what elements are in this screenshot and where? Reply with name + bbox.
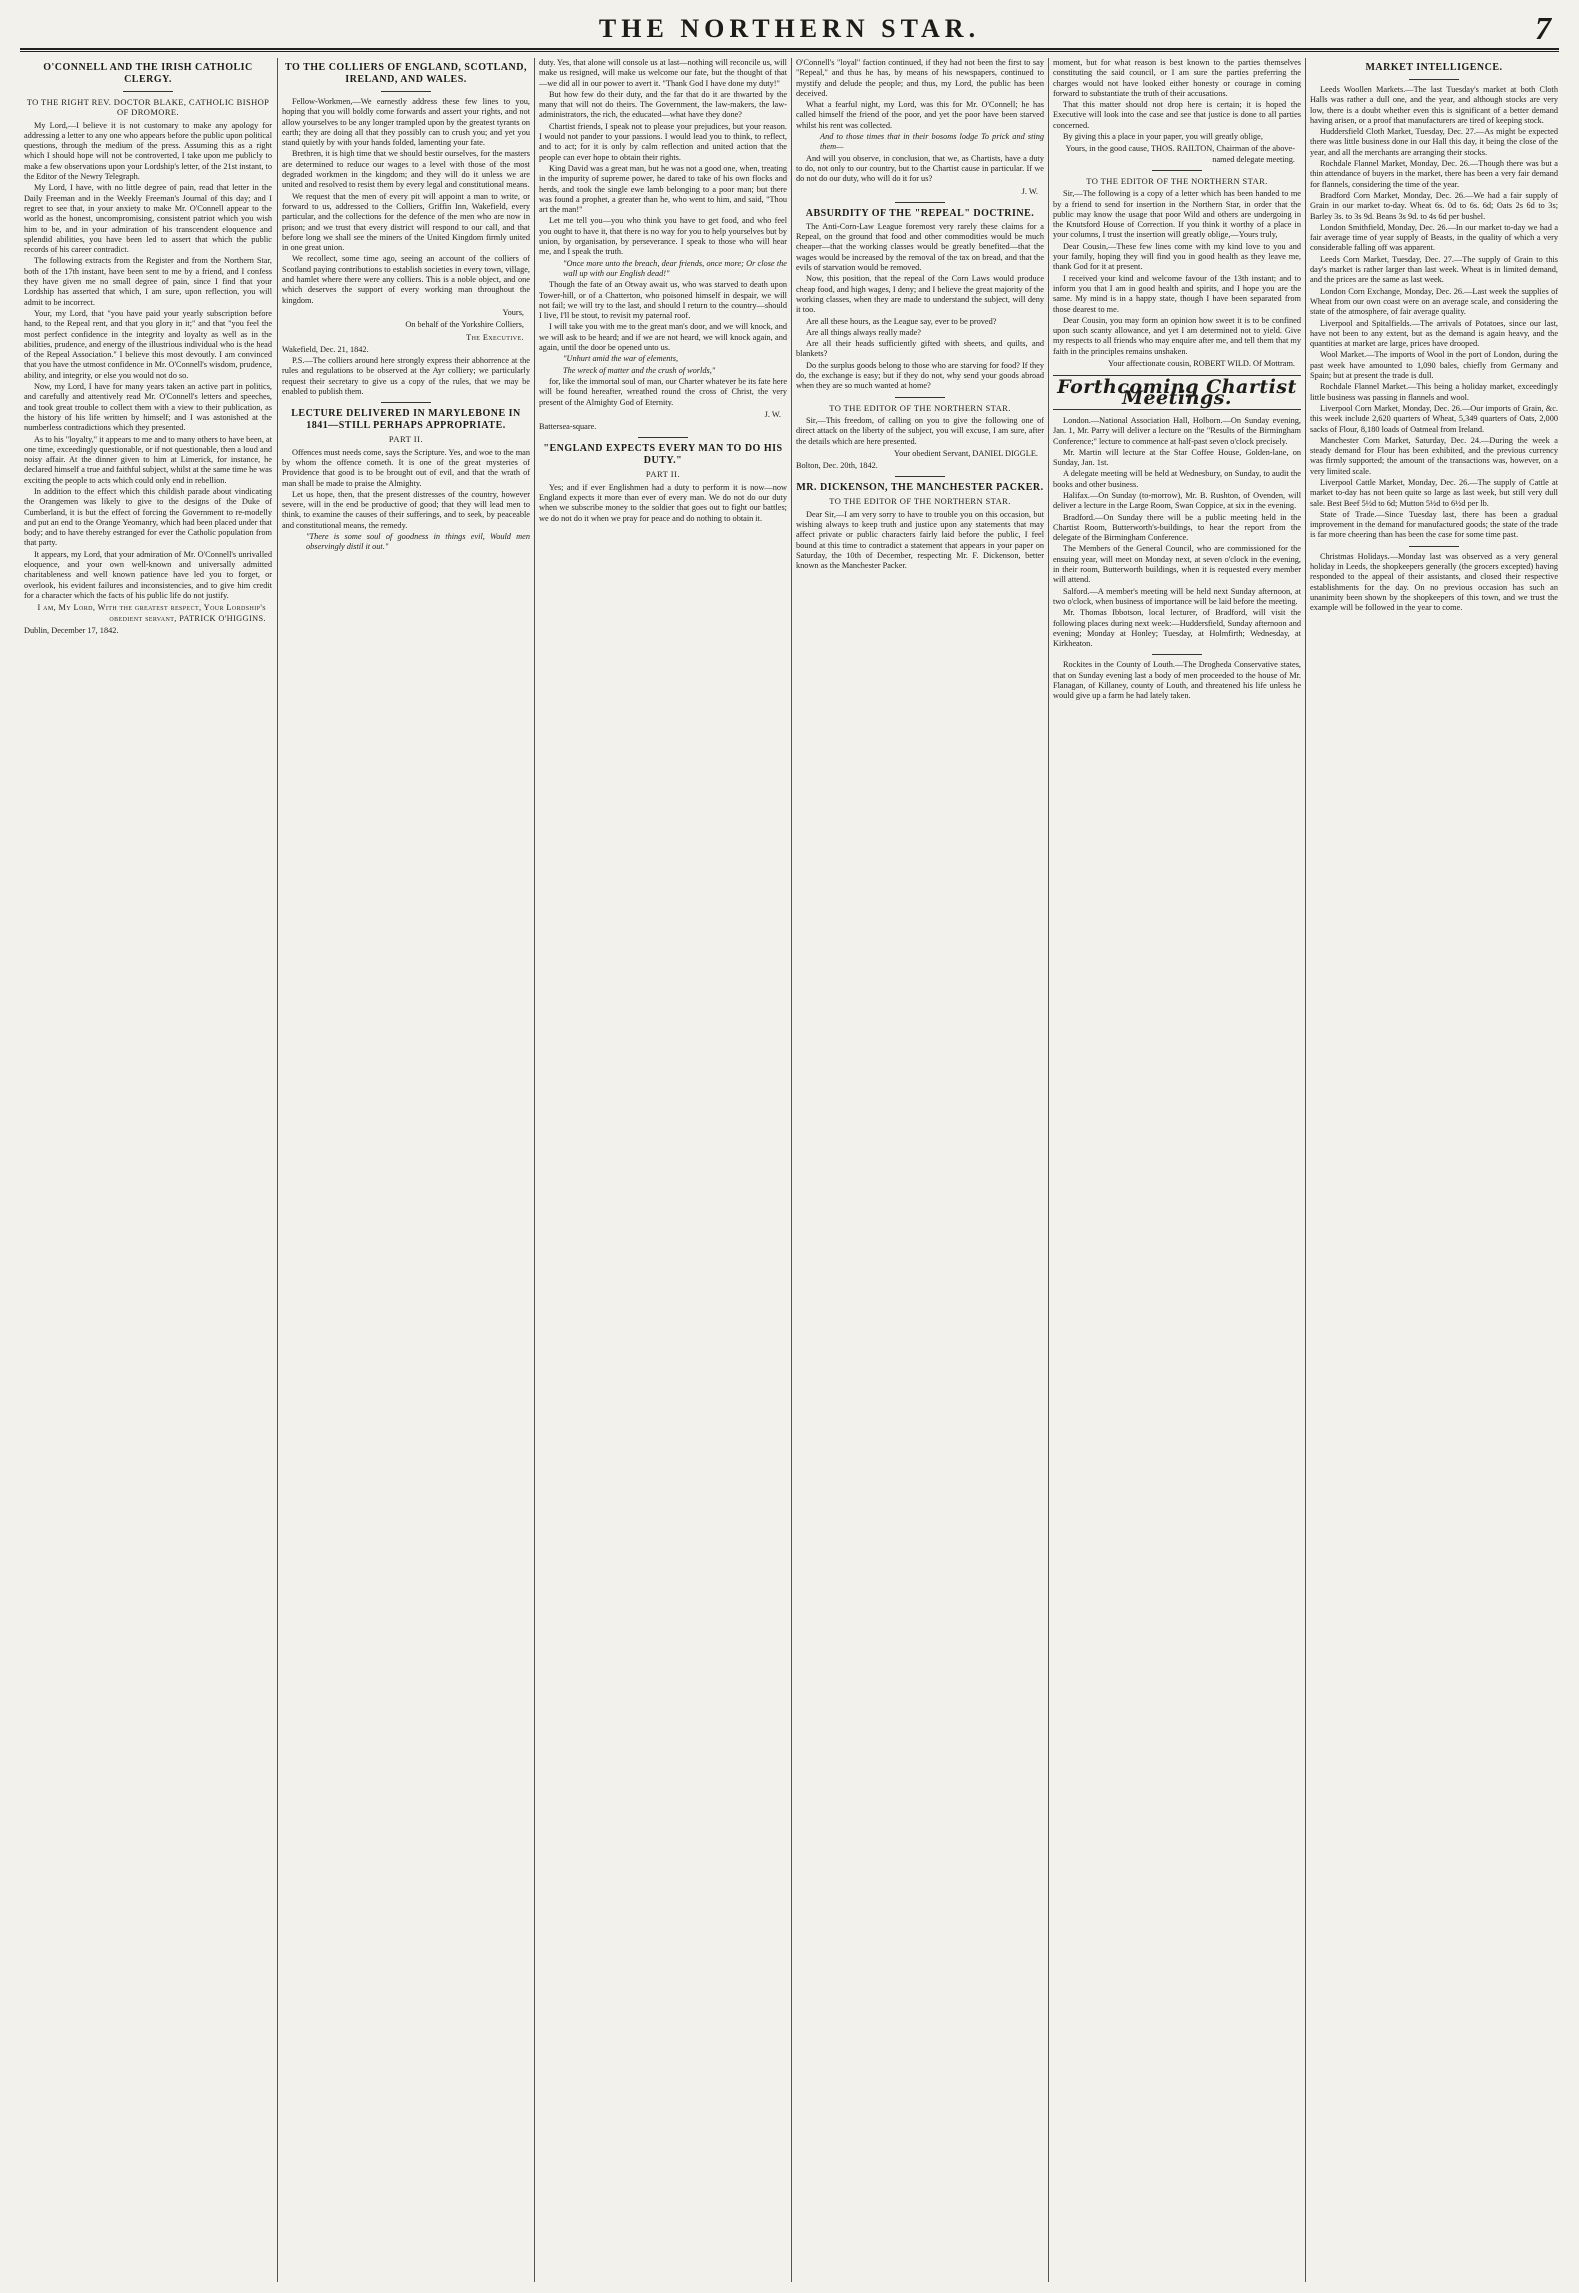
- column-1: [24, 58, 272, 2282]
- market-report: Bradford Corn Market, Monday, Dec. 26.—We had a fair supply of Grain in our market to-day. Wheat 6s. 0d to 6s. 6d; Oats 2s 6d to 3s; Barley 3s. to 3s 9d. Beans 3s 9d. to 4s 6d per bushel.: [1310, 190, 1558, 221]
- paragraph: Brethren, it is high time that we should bestir ourselves, for the masters are determined to reduce our wages to a level with those of the most degraded workmen in the kingdom; and they will do it unless we are united and resolved to resist them by every legal and constitutional means.: [282, 149, 530, 190]
- column-2: [282, 58, 530, 2282]
- paragraph: Yes; and if ever Englishmen had a duty to perform it is now—now England expects it more than ever of every man. We do not do our duty when we subscribe money to the soldier that goes out to fight our battles; we do not do it when we pray for peace and do nothing to obtain it.: [539, 482, 787, 523]
- paragraph: That this matter should not drop here is certain; it is hoped the Executive will look into the case and see that justice is done to all parties concerned.: [1053, 100, 1301, 130]
- market-report: Liverpool and Spitalfields.—The arrivals of Potatoes, since our last, have not been to any extent, but as the demand is again heavy, and the quantities at market are large, prices have drooped.: [1310, 318, 1558, 349]
- paragraph: Are all things always really made?: [806, 327, 921, 337]
- divider: [1152, 654, 1202, 655]
- meeting-notice: A delegate meeting will be held at Wednesbury, on Sunday, to audit the books and other business.: [1053, 469, 1301, 489]
- divider: [1409, 79, 1459, 80]
- meeting-notice: Mr. Martin will lecture at the Star Coffee House, Golden-lane, on Sunday, Jan. 1st.: [1053, 447, 1301, 468]
- article-subheading: PART II.: [645, 469, 681, 480]
- page-number: 7: [1535, 10, 1551, 46]
- signature: Your obedient Servant, DANIEL DIGGLE.: [893, 448, 1038, 458]
- letter-heading: TO THE EDITOR OF THE NORTHERN STAR.: [829, 402, 1011, 413]
- paragraph: It appears, my Lord, that your admiration of Mr. O'Connell's unrivalled eloquence, and your own well-known and universally admitted charitableness and well known patience have led you to forget, or overlook, his evident failures and inconsistencies, and to give him credit for a character which the facts of his public life do not justify.: [24, 549, 272, 600]
- meeting-notice: Salford.—A member's meeting will be held next Sunday afternoon, at two o'clock, when business of importance will be laid before the meeting.: [1053, 586, 1301, 606]
- paragraph: Are all these hours, as the League say, ever to be proved?: [806, 316, 997, 326]
- signature: J. W.: [1021, 186, 1038, 196]
- column-rule: [534, 58, 535, 2282]
- market-report: Rochdale Flannel Market, Monday, Dec. 26.—Though there was but a thin attendance of buyers in the market, there has been a very fair demand for flannels, considering the time of the year.: [1310, 159, 1558, 189]
- dateline: Battersea-square.: [539, 422, 597, 432]
- paragraph: I will take you with me to the great man's door, and we will knock, and we will ask to be heard; and if we are not heard, we will knock again, and again, until the door be opened unto us.: [539, 322, 787, 353]
- paragraph: Rockites in the County of Louth.—The Drogheda Conservative states, that on Sunday evening last a body of men proceeded to the house of Mr. Flanagan, of Killaney, county of Louth, and threatened his life unless he would give up a farm he had lately taken.: [1053, 660, 1301, 701]
- dateline: Bolton, Dec. 20th, 1842.: [796, 461, 878, 471]
- masthead: [20, 10, 1559, 46]
- paragraph: for, like the immortal soul of man, our Charter whatever be its fate here will be found hereafter, wreathed round the cross of Christ, the very present of the Almighty God of Eternity.: [539, 376, 787, 407]
- market-report: Liverpool Cattle Market, Monday, Dec. 26.—The supply of Cattle at market to-day has not been quite so large as last week, but still very dull sale. Best Beef 5½d to 6d; Mutton 5½d to 6½d per lb.: [1310, 477, 1558, 508]
- quotation: "Once more unto the breach, dear friends, once more; Or close the wall up with our English dead!": [563, 258, 787, 278]
- paragraph: Let me tell you—you who think you have to get food, and who feel you ought to have it, that there is no way for you to help yourselves but by union, by organisation, by perseverance. I speak to those who will hear me, and I speak the truth.: [539, 216, 787, 257]
- signature: I am, My Lord, With the greatest respect, Your Lordship's obedient servant, PATRICK O'HIGGINS.: [37, 603, 266, 623]
- paragraph: My Lord, I have, with no little degree of pain, read that letter in the Daily Freeman and in the Weekly Freeman's Journal of this day; and I regret to see that, in your anxiety to make Mr. O'Connell appear to the world as the honest, uncompromising, consistent patriot which you wish him to be, and in your admiration of his transcendent eloquence and splendid abilities, you have been led to assert that which the public records of his career contradict.: [24, 183, 272, 255]
- verse-line: The wreck of matter and the crush of worlds,": [563, 365, 716, 375]
- dateline: Dublin, December 17, 1842.: [24, 625, 119, 635]
- paragraph: My Lord,—I believe it is not customary to make any apology for addressing a letter to any one who appears before the public upon political questions, through the medium of the press. Assuming this as a right which I should hope will not be controverted, I take upon me publicly to make a few observations upon your Lordship's letter, of the 21st instant, to the Editor of the Newry Telegraph.: [24, 120, 272, 182]
- market-report: London Corn Exchange, Monday, Dec. 26.—Last week the supplies of Wheat from our own coast were on an average scale, and considering the state of the atmosphere, of fair average quality.: [1310, 286, 1558, 317]
- divider: [895, 202, 945, 203]
- quotation: And to those times that in their bosoms lodge To prick and sting them—: [820, 132, 1044, 152]
- column-3: [539, 58, 787, 2282]
- column-4: [796, 58, 1044, 2282]
- dateline: Wakefield, Dec. 21, 1842.: [282, 344, 369, 354]
- paragraph: Chartist friends, I speak not to please your prejudices, but your reason. I would not pander to your passions. I would lead you to think, to reflect, and to act; for it is only by calm reflection and united action that the people can ever hope to obtain their rights.: [539, 121, 787, 162]
- article-subheading: TO THE EDITOR OF THE NORTHERN STAR.: [829, 496, 1011, 507]
- article-heading: TO THE COLLIERS OF ENGLAND, SCOTLAND, IRELAND, AND WALES.: [285, 62, 527, 85]
- paragraph: Your, my Lord, that "you have paid your yearly subscription before hand, to the Repeal rent, and that you glory in it;" and that "you feel the most perfect confidence in the integrity and loyalty as well as in the abilities, prudence, and energy of the illustrious individual who is the head of the Repeal Association." I believe this most devoutly. I am convinced that you have the utmost confidence in Mr. O'Connell's wisdom, prudence, ability, and integrity, or else you would not do so.: [24, 308, 272, 380]
- article-heading: LECTURE DELIVERED IN MARYLEBONE IN 1841—STILL PERHAPS APPROPRIATE.: [291, 408, 521, 432]
- signature: J. W.: [764, 409, 781, 419]
- divider: [895, 476, 945, 477]
- letter-heading: TO THE EDITOR OF THE NORTHERN STAR.: [1086, 175, 1268, 186]
- paragraph: As to his "loyalty," it appears to me and to many others to have been, at one time, exceedingly questionable, or if not questionable, then a loud and noisy affair. At the dinner given to him at Limerick, for instance, he declared himself a true and faithful subject, whilst at the same time he was exciting the people to acts which could only end in rebellion.: [24, 434, 272, 485]
- paragraph: But how few do their duty, and the far that do it are thwarted by the many that will not do theirs. The Government, the law-makers, the law-administrators, the rich, the educated—what have they done?: [539, 89, 787, 120]
- paragraph: And will you observe, in conclusion, that we, as Chartists, have a duty to do, not only to our country, but to the Chartist cause in particular. If we do not do our duty, who will do it for us?: [796, 153, 1044, 184]
- paragraph: We recollect, some time ago, seeing an account of the colliers of Scotland paying contributions to establish societies in every town, village, and hamlet where there were any colliers. This is a noble object, and one which deserves the support of every working man throughout the kingdom.: [282, 254, 530, 305]
- article-heading: ABSURDITY OF THE "REPEAL" DOCTRINE.: [805, 207, 1035, 219]
- signature: Your affectionate cousin, ROBERT WILD. Of Mottram.: [1108, 359, 1295, 369]
- signature-line: Yours,: [502, 307, 524, 317]
- paragraph: By giving this a place in your paper, you will greatly oblige,: [1063, 132, 1263, 142]
- newspaper-title: THE NORTHERN STAR.: [598, 14, 981, 43]
- market-report: London Smithfield, Monday, Dec. 26.—In our market to-day we had a fair average time of year supply of Beasts, in the quality of which a very considerable falling off was apparent.: [1310, 222, 1558, 253]
- section-heading: Forthcoming Chartist Meetings.: [1057, 376, 1297, 409]
- column-6: [1310, 58, 1558, 2282]
- paragraph: We request that the men of every pit will appoint a man to write, or forward to us, addressed to the Colliers, Griffin Inn, Wakefield, every particular, and the collections for the defence of the men who are now in prison; and we trust that every district will respond to our call, and that before long we shall see the miners of the United Kingdom firmly united in one great union.: [282, 191, 530, 253]
- article-heading: "ENGLAND EXPECTS EVERY MAN TO DO HIS DUTY.": [543, 443, 783, 467]
- column-rule: [1305, 58, 1306, 2282]
- paragraph: Christmas Holidays.—Monday last was observed as a very general holiday in Leeds, the shopkeepers generally (the grocers excepted) having responded to the appeal of their assistants, and closed their respective establishments for the day. On no previous occasion has such an unanimity been shown by the shopkeepers of this town, and we trust the example will be followed in the year to come.: [1310, 551, 1558, 613]
- market-report: State of Trade.—Since Tuesday last, there has been a gradual improvement in the demand for manufactured goods; the state of the trade is far more cheering than has been the case for some time past.: [1310, 509, 1558, 540]
- paragraph: Now, my Lord, I have for many years taken an active part in politics, and carefully and attentively read Mr. O'Connell's letters and speeches, and took great trouble to collect them with a view to their publication, as the history of his life written by himself; and I was astonished at the numberless contradictions which they presented.: [24, 382, 272, 433]
- paragraph: I received your kind and welcome favour of the 13th instant; and to inform you that I am in good health and spirits, and I hope you are the same. My mind is in a happy state, though I have been separated from those dearest to me.: [1053, 273, 1301, 314]
- paragraph: O'Connell's "loyal" faction continued, if they had not been the first to say "Repeal," and thus he has, by means of his newspapers, continued to mystify and delude the people; and thus, my Lord, the public has been deceived.: [796, 58, 1044, 98]
- paragraph: Dear Cousin, you may form an opinion how sweet it is to be confined upon such scanty allowance, and yet I am determined not to yield. Give my respects to all friends who may enquire after me, and tell them that my faith in the principles remains unshaken.: [1053, 315, 1301, 356]
- column-5: [1053, 58, 1301, 2282]
- divider: [1409, 546, 1459, 547]
- market-report: Rochdale Flannel Market.—This being a holiday market, exceedingly little business was passing in flannels and wool.: [1310, 382, 1558, 402]
- market-report: Wool Market.—The imports of Wool in the port of London, during the past week have amounted to 1,090 bales, chiefly from Germany and Spain; but at present the trade is dull.: [1310, 350, 1558, 381]
- divider: [381, 91, 431, 92]
- quotation: "There is some soul of goodness in things evil, Would men observingly distil it out.": [306, 531, 530, 552]
- paragraph: Dear Cousin,—These few lines come with my kind love to you and your family, hoping they will find you in good health as they leave me, thank God for it at present.: [1053, 241, 1301, 272]
- paragraph: Sir,—The following is a copy of a letter which has been handed to me by a friend to send for insertion in the Northern Star, in order that the public may know the usage that poor Wild and others are undergoing in the Knutsford House of Correction. If you think it worthy of a place in your columns, I trust the insertion will greatly oblige,—Yours truly,: [1053, 189, 1301, 240]
- paragraph: Do the surplus goods belong to those who are starving for food? If they do, the exchange is easy; but if they do not, why send your goods abroad when they are so much wanted at home?: [796, 360, 1044, 391]
- paragraph: The Anti-Corn-Law League foremost very rarely these claims for a Repeal, on the ground that food and other commodities would be much cheaper—that the working classes would be greatly benefited—that the wages would be increased by the removal of the tax on bread, and that the evils of starvation would be removed.: [796, 221, 1044, 273]
- meeting-notice: London.—National Association Hall, Holborn.—On Sunday evening, Jan. 1, Mr. Parry will deliver a lecture on the "Results of the Birmingham Conference;" lecture to commence at half-past seven o'clock precisely.: [1053, 415, 1301, 446]
- column-rule: [277, 58, 278, 2282]
- signature-line: On behalf of the Yorkshire Colliers,: [405, 320, 524, 330]
- meeting-notice: Bradford.—On Sunday there will be a public meeting held in the Chartist Room, Butterworth's-buildings, to hear the report from the delegate of the Birmingham Conference.: [1053, 512, 1301, 543]
- paragraph: Fellow-Workmen,—We earnestly address these few lines to you, hoping that you will boldly come forwards and assert your rights, and not allow yourselves to be any longer trampled upon by the greatest tyrants on earth; they are doing all that they possibly can to crush you; and yet you stand quietly by with your hands folded, lamenting your fate.: [282, 97, 530, 148]
- market-report: Huddersfield Cloth Market, Tuesday, Dec. 27.—As might be expected there was little business done in our Hall this day, it being the close of the year, and all the merchants are arranging their stocks.: [1310, 127, 1558, 157]
- divider: [1152, 170, 1202, 171]
- market-report: Leeds Woollen Markets.—The last Tuesday's market at both Cloth Halls was rather a dull one, and the year, and although stocks are very low, there is a doubt whether even this is significant of a better demand having arisen, or a proof that manufacturers are tired of keeping stock.: [1310, 85, 1558, 125]
- article-subheading: TO THE RIGHT REV. DOCTOR BLAKE, CATHOLIC BISHOP OF DROMORE.: [26, 97, 270, 118]
- paragraph: Are all their heads sufficiently gifted with sheets, and quilts, and blankets?: [796, 339, 1044, 359]
- postscript: P.S.—The colliers around here strongly express their abhorrence at the rules and regulations to be observed at the Ayr colliery; we particularly request their secretary to give us a copy of the rules, that we may be enabled to publish them.: [282, 356, 530, 397]
- paragraph: In addition to the effect which this childish parade about vindicating the Orangemen was likely to give to the designs of the Duke of Cumberland, it is but the effect of forcing the Government to re-modelly and put an end to the Orange Yeomanry, which had been placed under that body; and to have thereby estranged for ever the Catholic population from that party.: [24, 486, 272, 548]
- meeting-notice: The Members of the General Council, who are commissioned for the ensuing year, will meet on Monday next, at seven o'clock in the evening, in their room, Butterworth buildings, when it is requested every member will attend.: [1053, 544, 1301, 585]
- divider: [381, 402, 431, 403]
- signature-line: The Executive.: [466, 332, 524, 342]
- column-rule: [1048, 58, 1049, 2282]
- signature: Yours, in the good cause, THOS. RAILTON, Chairman of the above-named delegate meeting.: [1065, 144, 1295, 164]
- paragraph: duty. Yes, that alone will console us at last—nothing will reconcile us, will make us resigned, will make us welcome our fate, but the thought of that—we did all in our power to avert it. "Thank God I have done my duty!": [539, 58, 787, 88]
- article-heading: O'CONNELL AND THE IRISH CATHOLIC CLERGY.: [43, 62, 253, 85]
- divider: [123, 91, 173, 92]
- meeting-notice: Mr. Thomas Ibbotson, local lecturer, of Bradford, will visit the following places during next week:—Huddersfield, Sunday afternoon and evening; Monday at Honley; Tuesday, at Holmfirth; Wednesday, at Kirkheaton.: [1053, 608, 1301, 649]
- divider: [895, 397, 945, 398]
- article-subheading: PART II.: [388, 434, 424, 445]
- divider: [1053, 409, 1301, 410]
- paragraph: What a fearful night, my Lord, was this for Mr. O'Connell; he has called himself the friend of the poor, and yet the poor have been starved whilst his rent was collected.: [796, 100, 1044, 130]
- market-report: Leeds Corn Market, Tuesday, Dec. 27.—The supply of Grain to this day's market is rather larger than last week. Wheat is in limited demand, and the prices are the same as last week.: [1310, 254, 1558, 285]
- paragraph: Sir,—This freedom, of calling on you to give the following one of direct attack on the liberty of the subject, you will excuse, I am sure, after the details which are here presented.: [796, 415, 1044, 446]
- paragraph: Dear Sir,—I am very sorry to have to trouble you on this occasion, but wishing always to keep truth and justice upon any statements that may affect private or public characters fairly laid before the public, I feel bound at this time to contradict a statement that appears in your paper on Saturday, the 10th of December, respecting Mr. F. Dickenson, better known as the Manchester Packer.: [796, 509, 1044, 571]
- divider: [638, 437, 688, 438]
- paragraph: Now, this position, that the repeal of the Corn Laws would produce cheap food, and high wages, I deny; and I believe the great majority of the working classes, when they are made to understand the subject, will deny it too.: [796, 274, 1044, 315]
- verse-line: "Unhurt amid the war of elements,: [563, 354, 679, 364]
- paragraph: The following extracts from the Register and from the Northern Star, both of the 17th instant, have been sent to me by a friend, and I confess they have given me no small degree of pain, since I find that your Lordship has asserted that which, I am sure, upon reflection, you will admit to be incorrect.: [24, 256, 272, 307]
- paragraph: moment, but for what reason is best known to the parties themselves constituting the said council, or I am sure the parties preferring the charges would not have looked either honesty or courage in coming forward to substantiate the truth of their accusations.: [1053, 58, 1301, 98]
- article-heading: MARKET INTELLIGENCE.: [1365, 62, 1503, 73]
- article-heading: MR. DICKENSON, THE MANCHESTER PACKER.: [796, 482, 1044, 494]
- market-report: Manchester Corn Market, Saturday, Dec. 24.—During the week a steady demand for Flour has been exhibited, and the previous currency was firmly supported; the amount of the transactions was, however, on a very limited scale.: [1310, 435, 1558, 476]
- paragraph: King David was a great man, but he was not a good one, when, treating in the impurity of supreme power, he dared to take of his own flocks and herds, and took the single ewe lamb belonging to a poor man; but there was found a prophet, a greater than he, who went to him, and said, "Thou art the man!": [539, 163, 787, 215]
- column-rule: [791, 58, 792, 2282]
- masthead-rule: [20, 48, 1559, 52]
- meeting-notice: Halifax.—On Sunday (to-morrow), Mr. B. Rushton, of Ovenden, will deliver a lecture in the Large Room, Swan Coppice, at six in the evening.: [1053, 490, 1301, 511]
- paragraph: Offences must needs come, says the Scripture. Yes, and woe to the man by whom the offence cometh. It is one of the great mysteries of Providence that good is to be brought out of evil, and that the wrath of man shall be made to praise the Almighty.: [282, 447, 530, 488]
- paragraph: Though the fate of an Otway await us, who was starved to death upon Tower-hill, or of a Chatterton, who poisoned himself in despair, we will not fail; we will try to the last, and should I return to the country—should I live, I'll be stout, to revisit my paternal roof.: [539, 280, 787, 321]
- paragraph: Let us hope, then, that the present distresses of the country, however severe, will in the end be productive of good; that they will lead men to think, to examine the causes of their sufferings, and to seek, by peaceable and constitutional means, the remedy.: [282, 489, 530, 530]
- market-report: Liverpool Corn Market, Monday, Dec. 26.—Our imports of Grain, &c. this week include 2,620 quarters of Wheat, 5,349 quarters of Oats, 2,000 sacks of Flour, 8,180 loads of Oatmeal from Ireland.: [1310, 403, 1558, 434]
